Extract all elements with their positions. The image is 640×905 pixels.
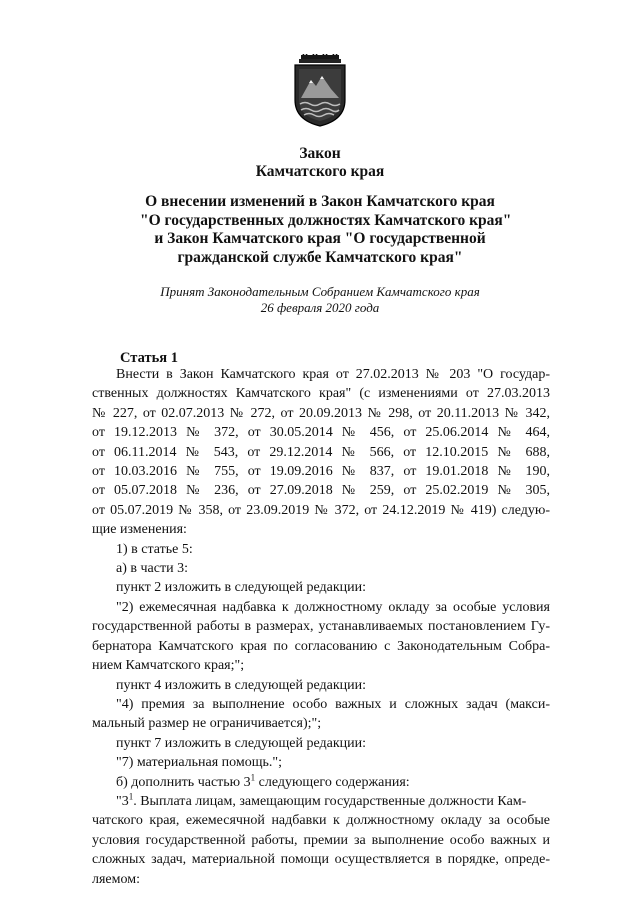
line-end: . Выплата лицам, замещающим государственные должности Кам- (133, 793, 527, 809)
line-start: "3 (116, 793, 129, 809)
text-line: нием Камчатского края;"; (92, 658, 245, 674)
superscript: 1 (128, 791, 134, 802)
article-heading: Статья 1 (120, 350, 178, 366)
law-region: Камчатского края (255, 163, 385, 180)
text-line (92, 773, 550, 792)
text-line: чатского края, ежемесячной надбавки к должностному окладу за особые (92, 813, 550, 829)
text-line: а) в части 3: (116, 561, 188, 577)
subtitle-line: гражданской службе Камчатского края" (177, 248, 463, 266)
text-line: условия государственной работы, премии за выполнение особо важных и (92, 832, 550, 848)
text-line: пункт 4 изложить в следующей редакции: (116, 677, 366, 693)
text-line: щие изменения: (92, 522, 187, 538)
text-line: пункт 2 изложить в следующей редакции: (116, 580, 366, 596)
law-title: Закон (299, 145, 341, 162)
text-line: от 05.07.2018 № 236, от 27.09.2018 № 259, от 25.02.2019 № 305, (92, 483, 550, 499)
text-line: ляемом: (92, 871, 140, 887)
article-body (92, 365, 550, 889)
text-line: "4) премия за выполнение особо важных и сложных задач (макси- (116, 696, 550, 712)
text-line: ственных должностях Камчатского края" (с изменениями от 27.03.2013 (92, 386, 550, 402)
text-line: от 19.12.2013 № 372, от 30.05.2014 № 456, от 25.06.2014 № 464, (92, 425, 550, 441)
coat-of-arms-icon (291, 54, 349, 128)
law-subtitle (140, 193, 512, 267)
text-line: от 05.07.2019 № 358, от 23.09.2019 № 372, от 24.12.2019 № 419) следую- (92, 502, 550, 518)
text-line: "7) материальная помощь."; (116, 755, 283, 771)
text-line (92, 792, 550, 811)
line-start: б) дополнить частью 3 (116, 774, 251, 790)
adoption-note (0, 284, 640, 316)
subtitle-line: "О государственных должностях Камчатского края" (140, 211, 512, 229)
text-line: от 06.11.2014 № 543, от 29.12.2014 № 566, от 12.10.2015 № 688, (92, 444, 550, 460)
adoption-body: Принят Законодательным Собранием Камчатского края (160, 284, 480, 299)
text-line: № 227, от 02.07.2013 № 272, от 20.09.2013 № 298, от 20.11.2013 № 342, (92, 405, 550, 421)
text-line: Внести в Закон Камчатского края от 27.02.2013 № 203 "О государ- (116, 367, 550, 382)
text-line: сложных задач, материальной помощи осуществляется в порядке, опреде- (92, 852, 550, 868)
superscript: 1 (250, 771, 256, 782)
text-line: мальный размер не ограничивается);"; (92, 716, 322, 732)
text-line: пункт 7 изложить в следующей редакции: (116, 735, 366, 751)
text-line: государственной работы в размерах, устанавливаемых постановлением Гу- (92, 619, 550, 635)
subtitle-line: и Закон Камчатского края "О государственной (154, 230, 486, 247)
text-line: от 10.03.2016 № 755, от 19.09.2016 № 837, от 19.01.2018 № 190, (92, 464, 550, 480)
line-end: следующего содержания: (255, 774, 410, 790)
text-line: 1) в статье 5: (116, 541, 193, 557)
text-line: "2) ежемесячная надбавка к должностному окладу за особые условия (116, 599, 550, 615)
adoption-date: 26 февраля 2020 года (260, 300, 380, 315)
subtitle-line: О внесении изменений в Закон Камчатского края (145, 193, 495, 210)
text-line: бернатора Камчатского края по согласованию с Законодательным Собра- (92, 638, 550, 654)
